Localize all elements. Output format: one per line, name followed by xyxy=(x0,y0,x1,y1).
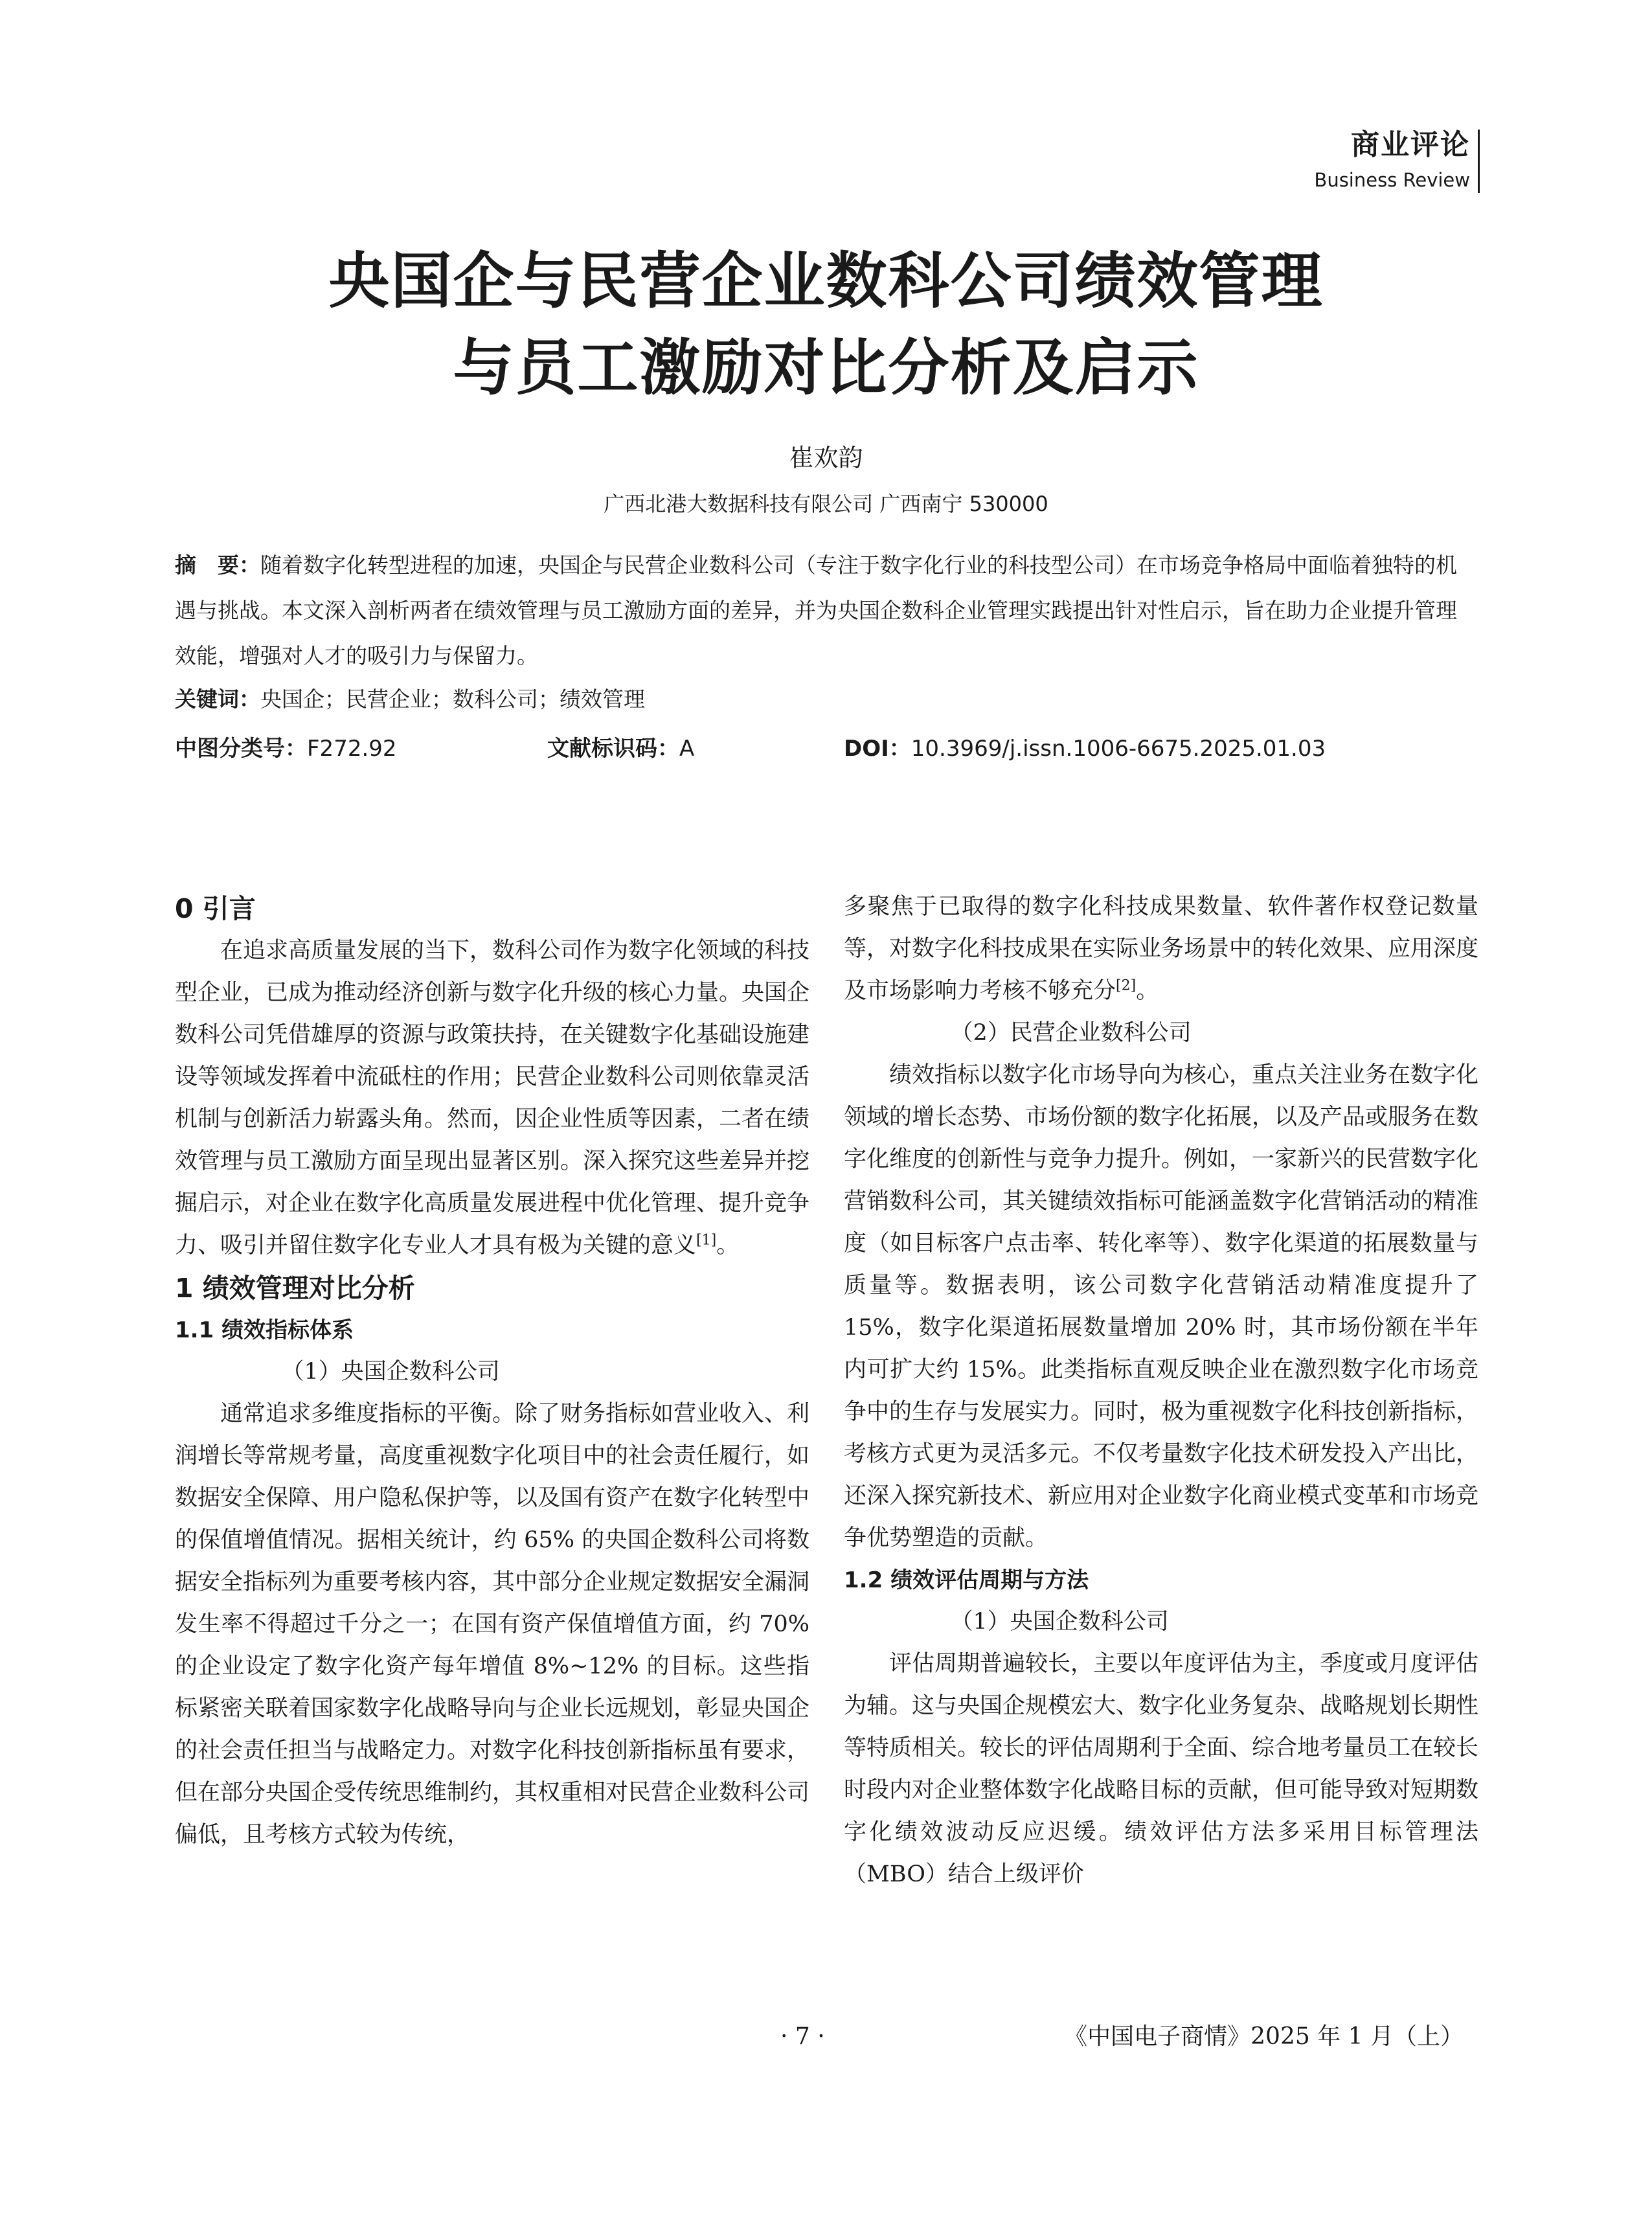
keywords xyxy=(175,681,1478,718)
soe-indicator-paragraph: 通常追求多维度指标的平衡。除了财务指标如营业收入、利润增长等常规考量，高度重视数字化项目中的社会责任履行，如数据安全保障、用户隐私保护等，以及国有资产在数字化转型中的保值增值情况。据相关统计，约 65% 的央国企数科公司将数据安全指标列为重要考核内容，其中部分企业规定数据安全漏洞发生率不得超过千分之一；在国有资产保值增值方面，约 70% 的企业设定了数字化资产每年增值 8%~12% 的目标。这些指标紧密关联着国家数字化战略导向与企业长远规划，彰显央国企的社会责任担当与战略定力。对数字化科技创新指标虽有要求，但在部分央国企受传统思维制约，其权重相对民营企业数科公司偏低，且考核方式较为传统， xyxy=(175,1401,810,1848)
body-column-left xyxy=(175,887,809,1856)
title-line-2: 与员工激励对比分析及启示 xyxy=(453,333,1199,403)
subsection-heading-1-2: 1.2 绩效评估周期与方法 xyxy=(844,1567,1089,1593)
author-name: 崔欢韵 xyxy=(789,444,863,472)
author-affiliation: 广西北港大数据科技有限公司 广西南宁 530000 xyxy=(604,492,1048,516)
doc-code-value: A xyxy=(679,736,695,762)
article-title xyxy=(0,238,1652,412)
section-heading-intro: 0 引言 xyxy=(175,893,256,924)
section-title-en: Business Review xyxy=(1314,169,1470,191)
abstract xyxy=(175,543,1478,679)
page-number: · 7 · xyxy=(780,2023,825,2050)
body-column-right xyxy=(844,886,1478,1896)
item-heading-private: （2）民营企业数科公司 xyxy=(950,1020,1192,1046)
citation-1: [1] xyxy=(696,1232,717,1249)
citation-2: [2] xyxy=(1116,977,1137,994)
journal-issue: 《中国电子商情》2025 年 1 月（上） xyxy=(1064,2023,1464,2050)
section-heading-1: 1 绩效管理对比分析 xyxy=(175,1273,415,1304)
abstract-label: 摘 要： xyxy=(175,552,260,578)
clc-value: F272.92 xyxy=(307,736,397,762)
item-heading-soe: （1）央国企数科公司 xyxy=(281,1359,500,1385)
clc-label: 中图分类号： xyxy=(175,736,307,762)
intro-paragraph: 在追求高质量发展的当下，数科公司作为数字化领域的科技型企业，已成为推动经济创新与数字化升级的核心力量。央国企数科公司凭借雄厚的资源与政策扶持，在关键数字化基础设施建设等领域发挥着中流砥柱的作用；民营企业数科公司则依靠灵活机制与创新活力崭露头角。然而，因企业性质等因素，二者在绩效管理与员工激励方面呈现出显著区别。深入探究这些差异并挖掘启示，对企业在数字化高质量发展进程中优化管理、提升竞争力、吸引并留住数字化专业人才具有极为关键的意义[1]。 xyxy=(175,938,810,1258)
title-line-1: 央国企与民营企业数科公司绩效管理 xyxy=(328,246,1324,317)
header-divider xyxy=(1478,130,1480,193)
section-title-cn: 商业评论 xyxy=(1351,128,1470,161)
clc-number xyxy=(175,731,397,767)
keywords-label: 关键词： xyxy=(175,687,260,712)
soe-evaluation-paragraph: 评估周期普遍较长，主要以年度评估为主，季度或月度评估为辅。这与央国企规模宏大、数字化业务复杂、战略规划长期性等特质相关。较长的评估周期利于全面、综合地考量员工在较长时段内对企业整体数字化战略目标的贡献，但可能导致对短期数字化绩效波动反应迟缓。绩效评估方法多采用目标管理法（MBO）结合上级评价 xyxy=(844,1651,1479,1887)
doi xyxy=(844,731,1326,767)
doi-value: 10.3969/j.issn.1006-6675.2025.01.03 xyxy=(911,736,1326,762)
keywords-text: 央国企；民营企业；数科公司；绩效管理 xyxy=(260,687,645,712)
soe-indicator-paragraph-continued: 多聚焦于已取得的数字化科技成果数量、软件著作权登记数量等，对数字化科技成果在实际业务场景中的转化效果、应用深度及市场影响力考核不够充分[2]。 xyxy=(844,894,1479,1004)
document-code xyxy=(547,731,694,767)
abstract-text: 随着数字化转型进程的加速，央国企与民营企业数科公司（专注于数字化行业的科技型公司）在市场竞争格局中面临着独特的机遇与挑战。本文深入剖析两者在绩效管理与员工激励方面的差异，并为央国企数科企业管理实践提出针对性启示，旨在助力企业提升管理效能，增强对人才的吸引力与保留力。 xyxy=(175,552,1457,668)
running-header xyxy=(1314,127,1470,193)
private-indicator-paragraph: 绩效指标以数字化市场导向为核心，重点关注业务在数字化领域的增长态势、市场份额的数字化拓展，以及产品或服务在数字化维度的创新性与竞争力提升。例如，一家新兴的民营数字化营销数科公司，其关键绩效指标可能涵盖数字化营销活动的精准度（如目标客户点击率、转化率等）、数字化渠道的拓展数量与质量等。数据表明，该公司数字化营销活动精准度提升了 15%，数字化渠道拓展数量增加 20% 时，其市场份额在半年内可扩大约 15%。此类指标直观反映企业在激烈数字化市场竞争中的生存与发展实力。同时，极为重视数字化科技创新指标，考核方式更为灵活多元。不仅考量数字化技术研发投入产出比，还深入探究新技术、新应用对企业数字化商业模式变革和市场竞争优势塑造的贡献。 xyxy=(844,1062,1479,1551)
item-heading-soe-2: （1）央国企数科公司 xyxy=(950,1609,1169,1635)
subsection-heading-1-1: 1.1 绩效指标体系 xyxy=(175,1317,354,1343)
doi-label: DOI： xyxy=(844,736,911,762)
doc-code-label: 文献标识码： xyxy=(547,736,679,762)
